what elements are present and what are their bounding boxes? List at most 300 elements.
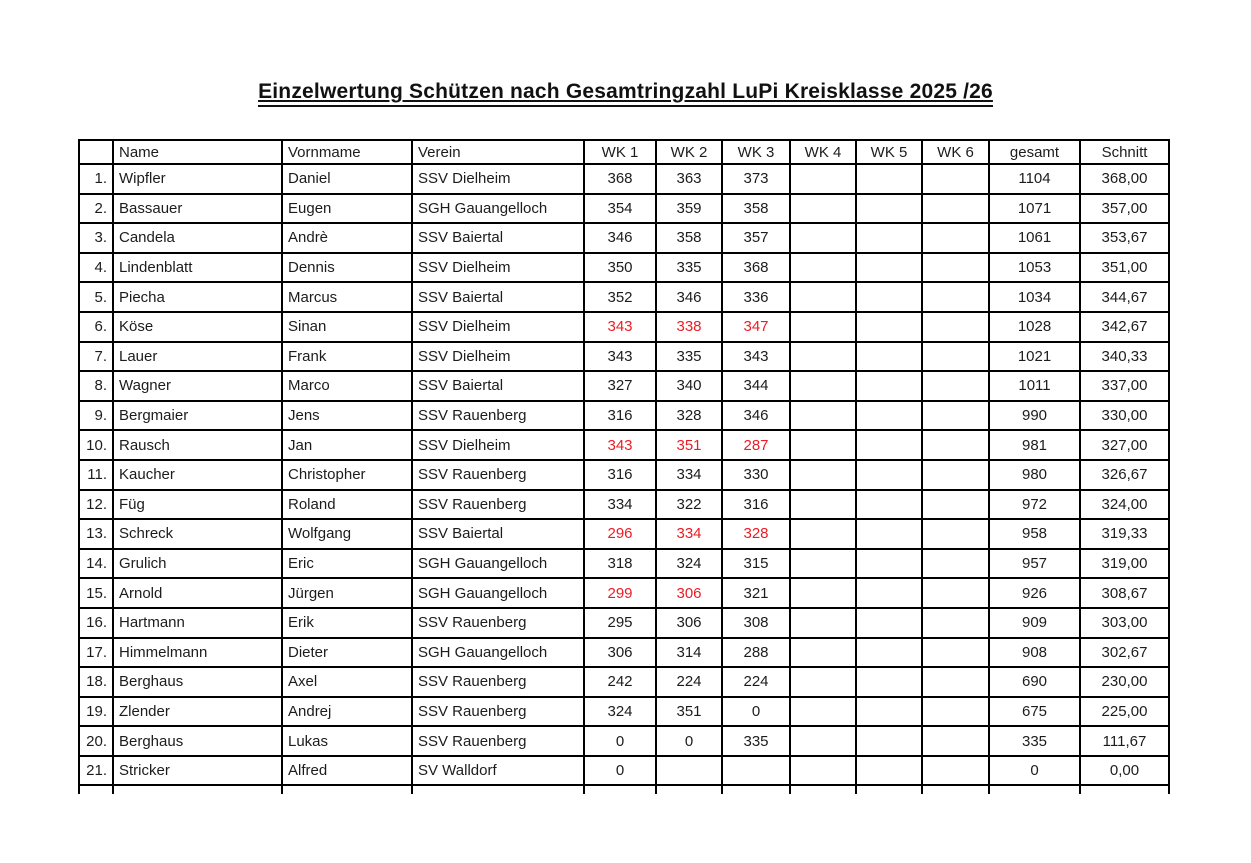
schnitt-cell: 308,67 xyxy=(1080,578,1169,608)
name-cell: Lindenblatt xyxy=(113,253,282,283)
header-wk5: WK 5 xyxy=(856,140,922,164)
wk3-cell: 358 xyxy=(722,194,790,224)
gesamt-cell: 335 xyxy=(989,726,1080,756)
wk4-cell xyxy=(790,608,856,638)
wk3-cell: 315 xyxy=(722,549,790,579)
wk6-cell xyxy=(922,697,989,727)
wk2-cell: 324 xyxy=(656,549,722,579)
wk1-cell: 299 xyxy=(584,578,656,608)
wk2-cell: 351 xyxy=(656,697,722,727)
name-cell: Grulich xyxy=(113,549,282,579)
schnitt-cell: 319,33 xyxy=(1080,519,1169,549)
wk1-cell: 354 xyxy=(584,194,656,224)
wk6-cell xyxy=(922,638,989,668)
schnitt-cell: 330,00 xyxy=(1080,401,1169,431)
wk2-cell: 224 xyxy=(656,667,722,697)
wk4-cell xyxy=(790,697,856,727)
wk5-cell xyxy=(856,549,922,579)
wk5-cell xyxy=(856,697,922,727)
schnitt-cell: 225,00 xyxy=(1080,697,1169,727)
wk2-cell: 306 xyxy=(656,608,722,638)
gesamt-cell: 1021 xyxy=(989,342,1080,372)
cutoff-cell xyxy=(584,785,656,794)
cutoff-row xyxy=(79,785,1169,794)
wk6-cell xyxy=(922,223,989,253)
wk5-cell xyxy=(856,667,922,697)
gesamt-cell: 908 xyxy=(989,638,1080,668)
wk1-cell: 346 xyxy=(584,223,656,253)
verein-cell: SSV Rauenberg xyxy=(412,490,584,520)
verein-cell: SSV Rauenberg xyxy=(412,667,584,697)
vorname-cell: Eugen xyxy=(282,194,412,224)
wk4-cell xyxy=(790,578,856,608)
vorname-cell: Eric xyxy=(282,549,412,579)
rank-cell: 6. xyxy=(79,312,113,342)
schnitt-cell: 351,00 xyxy=(1080,253,1169,283)
schnitt-cell: 357,00 xyxy=(1080,194,1169,224)
name-cell: Berghaus xyxy=(113,726,282,756)
vorname-cell: Lukas xyxy=(282,726,412,756)
wk3-cell: 308 xyxy=(722,608,790,638)
wk3-cell: 357 xyxy=(722,223,790,253)
schnitt-cell: 327,00 xyxy=(1080,430,1169,460)
rank-cell: 11. xyxy=(79,460,113,490)
rank-cell: 2. xyxy=(79,194,113,224)
rank-cell: 1. xyxy=(79,164,113,194)
vorname-cell: Christopher xyxy=(282,460,412,490)
header-row xyxy=(79,140,1169,164)
verein-cell: SSV Rauenberg xyxy=(412,726,584,756)
wk3-cell: 373 xyxy=(722,164,790,194)
verein-cell: SSV Baiertal xyxy=(412,519,584,549)
verein-cell: SSV Dielheim xyxy=(412,253,584,283)
table-row xyxy=(79,490,1169,520)
vorname-cell: Jens xyxy=(282,401,412,431)
gesamt-cell: 958 xyxy=(989,519,1080,549)
gesamt-cell: 1053 xyxy=(989,253,1080,283)
verein-cell: SSV Dielheim xyxy=(412,312,584,342)
wk2-cell: 358 xyxy=(656,223,722,253)
vorname-cell: Frank xyxy=(282,342,412,372)
cutoff-cell xyxy=(412,785,584,794)
vorname-cell: Axel xyxy=(282,667,412,697)
table-row xyxy=(79,549,1169,579)
wk3-cell: 368 xyxy=(722,253,790,283)
name-cell: Bergmaier xyxy=(113,401,282,431)
name-cell: Füg xyxy=(113,490,282,520)
rank-cell: 18. xyxy=(79,667,113,697)
rank-cell: 17. xyxy=(79,638,113,668)
schnitt-cell: 230,00 xyxy=(1080,667,1169,697)
rank-cell: 14. xyxy=(79,549,113,579)
header-wk2: WK 2 xyxy=(656,140,722,164)
vorname-cell: Erik xyxy=(282,608,412,638)
header-verein: Verein xyxy=(412,140,584,164)
wk2-cell: 0 xyxy=(656,726,722,756)
table-row xyxy=(79,756,1169,786)
wk1-cell: 334 xyxy=(584,490,656,520)
schnitt-cell: 340,33 xyxy=(1080,342,1169,372)
schnitt-cell: 111,67 xyxy=(1080,726,1169,756)
table-row xyxy=(79,519,1169,549)
vorname-cell: Marco xyxy=(282,371,412,401)
wk4-cell xyxy=(790,342,856,372)
rank-cell: 13. xyxy=(79,519,113,549)
wk5-cell xyxy=(856,194,922,224)
table-row xyxy=(79,342,1169,372)
wk6-cell xyxy=(922,430,989,460)
schnitt-cell: 319,00 xyxy=(1080,549,1169,579)
name-cell: Wagner xyxy=(113,371,282,401)
wk2-cell: 351 xyxy=(656,430,722,460)
wk2-cell: 359 xyxy=(656,194,722,224)
name-cell: Arnold xyxy=(113,578,282,608)
wk1-cell: 242 xyxy=(584,667,656,697)
header-wk3: WK 3 xyxy=(722,140,790,164)
cutoff-cell xyxy=(79,785,113,794)
rank-cell: 12. xyxy=(79,490,113,520)
vorname-cell: Roland xyxy=(282,490,412,520)
wk3-cell: 287 xyxy=(722,430,790,460)
schnitt-cell: 342,67 xyxy=(1080,312,1169,342)
wk2-cell xyxy=(656,756,722,786)
verein-cell: SSV Baiertal xyxy=(412,371,584,401)
cutoff-cell xyxy=(113,785,282,794)
schnitt-cell: 337,00 xyxy=(1080,371,1169,401)
wk2-cell: 363 xyxy=(656,164,722,194)
wk3-cell: 335 xyxy=(722,726,790,756)
wk6-cell xyxy=(922,194,989,224)
wk4-cell xyxy=(790,430,856,460)
wk6-cell xyxy=(922,578,989,608)
wk6-cell xyxy=(922,282,989,312)
name-cell: Kaucher xyxy=(113,460,282,490)
name-cell: Piecha xyxy=(113,282,282,312)
vorname-cell: Alfred xyxy=(282,756,412,786)
wk1-cell: 368 xyxy=(584,164,656,194)
wk5-cell xyxy=(856,490,922,520)
wk4-cell xyxy=(790,460,856,490)
table-row xyxy=(79,578,1169,608)
wk6-cell xyxy=(922,519,989,549)
wk5-cell xyxy=(856,282,922,312)
wk1-cell: 316 xyxy=(584,460,656,490)
header-rank-blank xyxy=(79,140,113,164)
wk2-cell: 346 xyxy=(656,282,722,312)
wk4-cell xyxy=(790,253,856,283)
name-cell: Berghaus xyxy=(113,667,282,697)
wk1-cell: 352 xyxy=(584,282,656,312)
wk5-cell xyxy=(856,312,922,342)
table-row xyxy=(79,223,1169,253)
gesamt-cell: 926 xyxy=(989,578,1080,608)
name-cell: Köse xyxy=(113,312,282,342)
wk3-cell: 344 xyxy=(722,371,790,401)
wk3-cell: 0 xyxy=(722,697,790,727)
wk6-cell xyxy=(922,608,989,638)
header-schnitt: Schnitt xyxy=(1080,140,1169,164)
cutoff-cell xyxy=(922,785,989,794)
wk3-cell: 321 xyxy=(722,578,790,608)
rank-cell: 8. xyxy=(79,371,113,401)
wk3-cell: 347 xyxy=(722,312,790,342)
wk2-cell: 306 xyxy=(656,578,722,608)
wk6-cell xyxy=(922,549,989,579)
wk2-cell: 340 xyxy=(656,371,722,401)
gesamt-cell: 1011 xyxy=(989,371,1080,401)
wk5-cell xyxy=(856,756,922,786)
wk5-cell xyxy=(856,401,922,431)
wk2-cell: 322 xyxy=(656,490,722,520)
wk3-cell: 316 xyxy=(722,490,790,520)
wk1-cell: 343 xyxy=(584,312,656,342)
wk5-cell xyxy=(856,253,922,283)
table-row xyxy=(79,430,1169,460)
wk6-cell xyxy=(922,756,989,786)
header-vorname: Vornmame xyxy=(282,140,412,164)
wk6-cell xyxy=(922,490,989,520)
vorname-cell: Dieter xyxy=(282,638,412,668)
vorname-cell: Jan xyxy=(282,430,412,460)
wk3-cell: 330 xyxy=(722,460,790,490)
verein-cell: SSV Rauenberg xyxy=(412,401,584,431)
vorname-cell: Wolfgang xyxy=(282,519,412,549)
gesamt-cell: 1104 xyxy=(989,164,1080,194)
wk6-cell xyxy=(922,371,989,401)
wk4-cell xyxy=(790,638,856,668)
vorname-cell: Dennis xyxy=(282,253,412,283)
rank-cell: 3. xyxy=(79,223,113,253)
cutoff-cell xyxy=(282,785,412,794)
wk1-cell: 0 xyxy=(584,726,656,756)
verein-cell: SGH Gauangelloch xyxy=(412,578,584,608)
gesamt-cell: 690 xyxy=(989,667,1080,697)
wk4-cell xyxy=(790,371,856,401)
schnitt-cell: 0,00 xyxy=(1080,756,1169,786)
wk3-cell: 224 xyxy=(722,667,790,697)
wk5-cell xyxy=(856,726,922,756)
schnitt-cell: 353,67 xyxy=(1080,223,1169,253)
cutoff-cell xyxy=(790,785,856,794)
wk6-cell xyxy=(922,667,989,697)
table-row xyxy=(79,282,1169,312)
verein-cell: SSV Dielheim xyxy=(412,164,584,194)
cutoff-cell xyxy=(856,785,922,794)
rank-cell: 15. xyxy=(79,578,113,608)
wk4-cell xyxy=(790,401,856,431)
schnitt-cell: 302,67 xyxy=(1080,638,1169,668)
header-wk4: WK 4 xyxy=(790,140,856,164)
wk5-cell xyxy=(856,578,922,608)
header-wk1: WK 1 xyxy=(584,140,656,164)
wk3-cell: 346 xyxy=(722,401,790,431)
results-tbody xyxy=(79,164,1169,794)
verein-cell: SGH Gauangelloch xyxy=(412,638,584,668)
name-cell: Schreck xyxy=(113,519,282,549)
header-name: Name xyxy=(113,140,282,164)
name-cell: Lauer xyxy=(113,342,282,372)
gesamt-cell: 957 xyxy=(989,549,1080,579)
cutoff-cell xyxy=(722,785,790,794)
verein-cell: SGH Gauangelloch xyxy=(412,194,584,224)
table-row xyxy=(79,194,1169,224)
wk6-cell xyxy=(922,726,989,756)
wk4-cell xyxy=(790,667,856,697)
schnitt-cell: 324,00 xyxy=(1080,490,1169,520)
verein-cell: SGH Gauangelloch xyxy=(412,549,584,579)
schnitt-cell: 326,67 xyxy=(1080,460,1169,490)
vorname-cell: Daniel xyxy=(282,164,412,194)
wk6-cell xyxy=(922,253,989,283)
wk3-cell xyxy=(722,756,790,786)
wk3-cell: 328 xyxy=(722,519,790,549)
wk4-cell xyxy=(790,223,856,253)
wk2-cell: 338 xyxy=(656,312,722,342)
wk5-cell xyxy=(856,371,922,401)
wk5-cell xyxy=(856,223,922,253)
rank-cell: 4. xyxy=(79,253,113,283)
wk5-cell xyxy=(856,519,922,549)
wk5-cell xyxy=(856,460,922,490)
verein-cell: SSV Rauenberg xyxy=(412,460,584,490)
wk1-cell: 316 xyxy=(584,401,656,431)
wk4-cell xyxy=(790,194,856,224)
wk1-cell: 343 xyxy=(584,342,656,372)
wk1-cell: 0 xyxy=(584,756,656,786)
wk1-cell: 318 xyxy=(584,549,656,579)
rank-cell: 9. xyxy=(79,401,113,431)
wk3-cell: 343 xyxy=(722,342,790,372)
rank-cell: 20. xyxy=(79,726,113,756)
header-gesamt: gesamt xyxy=(989,140,1080,164)
rank-cell: 19. xyxy=(79,697,113,727)
name-cell: Hartmann xyxy=(113,608,282,638)
name-cell: Candela xyxy=(113,223,282,253)
results-table xyxy=(78,139,1170,794)
table-row xyxy=(79,253,1169,283)
rank-cell: 21. xyxy=(79,756,113,786)
table-row xyxy=(79,608,1169,638)
gesamt-cell: 990 xyxy=(989,401,1080,431)
cutoff-cell xyxy=(656,785,722,794)
wk1-cell: 296 xyxy=(584,519,656,549)
gesamt-cell: 0 xyxy=(989,756,1080,786)
vorname-cell: Andrej xyxy=(282,697,412,727)
wk6-cell xyxy=(922,401,989,431)
table-row xyxy=(79,312,1169,342)
wk5-cell xyxy=(856,638,922,668)
gesamt-cell: 1071 xyxy=(989,194,1080,224)
table-row xyxy=(79,371,1169,401)
wk5-cell xyxy=(856,342,922,372)
wk1-cell: 327 xyxy=(584,371,656,401)
schnitt-cell: 303,00 xyxy=(1080,608,1169,638)
rank-cell: 16. xyxy=(79,608,113,638)
verein-cell: SSV Rauenberg xyxy=(412,697,584,727)
vorname-cell: Andrè xyxy=(282,223,412,253)
gesamt-cell: 1061 xyxy=(989,223,1080,253)
cutoff-cell xyxy=(989,785,1080,794)
header-wk6: WK 6 xyxy=(922,140,989,164)
wk4-cell xyxy=(790,312,856,342)
rank-cell: 5. xyxy=(79,282,113,312)
wk2-cell: 328 xyxy=(656,401,722,431)
verein-cell: SSV Dielheim xyxy=(412,430,584,460)
vorname-cell: Sinan xyxy=(282,312,412,342)
wk4-cell xyxy=(790,756,856,786)
gesamt-cell: 909 xyxy=(989,608,1080,638)
gesamt-cell: 972 xyxy=(989,490,1080,520)
schnitt-cell: 344,67 xyxy=(1080,282,1169,312)
wk2-cell: 335 xyxy=(656,253,722,283)
table-row xyxy=(79,667,1169,697)
rank-cell: 10. xyxy=(79,430,113,460)
cutoff-cell xyxy=(1080,785,1169,794)
wk4-cell xyxy=(790,282,856,312)
table-row xyxy=(79,726,1169,756)
wk6-cell xyxy=(922,312,989,342)
verein-cell: SSV Dielheim xyxy=(412,342,584,372)
table-row xyxy=(79,401,1169,431)
verein-cell: SSV Baiertal xyxy=(412,223,584,253)
gesamt-cell: 1034 xyxy=(989,282,1080,312)
gesamt-cell: 981 xyxy=(989,430,1080,460)
name-cell: Zlender xyxy=(113,697,282,727)
wk4-cell xyxy=(790,164,856,194)
wk2-cell: 334 xyxy=(656,460,722,490)
wk1-cell: 350 xyxy=(584,253,656,283)
wk1-cell: 343 xyxy=(584,430,656,460)
wk4-cell xyxy=(790,549,856,579)
gesamt-cell: 675 xyxy=(989,697,1080,727)
table-row xyxy=(79,164,1169,194)
name-cell: Bassauer xyxy=(113,194,282,224)
wk2-cell: 314 xyxy=(656,638,722,668)
table-row xyxy=(79,460,1169,490)
wk6-cell xyxy=(922,342,989,372)
name-cell: Himmelmann xyxy=(113,638,282,668)
wk5-cell xyxy=(856,430,922,460)
wk2-cell: 335 xyxy=(656,342,722,372)
wk3-cell: 336 xyxy=(722,282,790,312)
wk4-cell xyxy=(790,519,856,549)
wk5-cell xyxy=(856,608,922,638)
wk4-cell xyxy=(790,490,856,520)
wk1-cell: 306 xyxy=(584,638,656,668)
wk5-cell xyxy=(856,164,922,194)
wk2-cell: 334 xyxy=(656,519,722,549)
vorname-cell: Marcus xyxy=(282,282,412,312)
verein-cell: SV Walldorf xyxy=(412,756,584,786)
schnitt-cell: 368,00 xyxy=(1080,164,1169,194)
gesamt-cell: 1028 xyxy=(989,312,1080,342)
wk3-cell: 288 xyxy=(722,638,790,668)
name-cell: Rausch xyxy=(113,430,282,460)
table-row xyxy=(79,638,1169,668)
gesamt-cell: 980 xyxy=(989,460,1080,490)
page-title: Einzelwertung Schützen nach Gesamtringzahl LuPi Kreisklasse 2025 /26 xyxy=(258,80,993,107)
page-title-container xyxy=(0,80,1251,107)
verein-cell: SSV Baiertal xyxy=(412,282,584,312)
verein-cell: SSV Rauenberg xyxy=(412,608,584,638)
wk6-cell xyxy=(922,164,989,194)
wk1-cell: 324 xyxy=(584,697,656,727)
wk6-cell xyxy=(922,460,989,490)
wk1-cell: 295 xyxy=(584,608,656,638)
rank-cell: 7. xyxy=(79,342,113,372)
wk4-cell xyxy=(790,726,856,756)
table-row xyxy=(79,697,1169,727)
